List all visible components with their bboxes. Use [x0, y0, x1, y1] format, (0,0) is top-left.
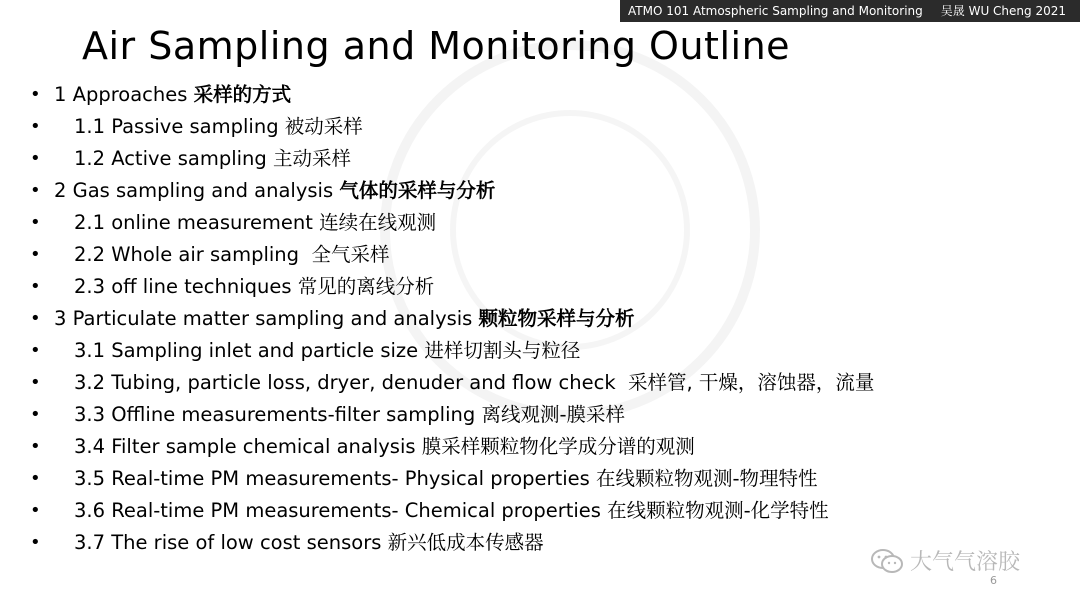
outline-item-chinese: 颗粒物采样与分析: [478, 307, 635, 330]
outline-item-text: [74, 207, 436, 239]
bullet-icon: •: [30, 308, 41, 329]
bullet-icon: •: [30, 468, 41, 489]
outline-item: [30, 239, 1060, 271]
outline-item-text: [54, 303, 635, 335]
outline-item-chinese: 采样的方式: [193, 83, 292, 106]
bullet-icon: •: [30, 372, 41, 393]
outline-item-text: [54, 175, 495, 207]
header-bar: [620, 0, 1080, 22]
header-author: 吴晟 WU Cheng 2021: [940, 4, 1066, 18]
wechat-brand-name: 大气气溶胶: [910, 550, 1021, 575]
outline-item-text: [74, 463, 818, 495]
outline-item: [30, 271, 1060, 303]
outline-item-english: 2.2 Whole air sampling: [74, 243, 312, 266]
outline-item-chinese: 气体的采样与分析: [339, 179, 496, 202]
outline-item-text: [74, 367, 874, 399]
outline-item-english: 2 Gas sampling and analysis: [54, 179, 340, 202]
outline-item-text: [74, 495, 829, 527]
outline-item: [30, 111, 1060, 143]
outline-item-text: [54, 79, 291, 111]
wechat-icon: [870, 548, 904, 574]
outline-item: [30, 431, 1060, 463]
bullet-icon: •: [30, 276, 41, 297]
outline-item: [30, 207, 1060, 239]
outline-item-english: 3.1 Sampling inlet and particle size: [74, 339, 425, 362]
header-course-title: ATMO 101 Atmospheric Sampling and Monitoring: [628, 4, 923, 18]
outline-item-english: 3.2 Tubing, particle loss, dryer, denuder and flow check: [74, 371, 629, 394]
outline-item-chinese: 在线颗粒物观测-化学特性: [607, 499, 829, 522]
bullet-icon: •: [30, 148, 41, 169]
outline-item-english: 3.3 Offline measurements-filter sampling: [74, 403, 482, 426]
bullet-icon: •: [30, 436, 41, 457]
outline-item-chinese: 连续在线观测: [319, 211, 437, 234]
bullet-icon: •: [30, 212, 41, 233]
outline-item-english: 3 Particulate matter sampling and analysis: [54, 307, 479, 330]
outline-item-chinese: 在线颗粒物观测-物理特性: [596, 467, 818, 490]
outline-item-english: 1.2 Active sampling: [74, 147, 273, 170]
outline-item: [30, 79, 1060, 111]
outline-item-text: [74, 111, 363, 143]
outline-item-english: 1.1 Passive sampling: [74, 115, 285, 138]
outline-item: [30, 303, 1060, 335]
outline-item: [30, 367, 1060, 399]
outline-item-text: [74, 431, 695, 463]
wechat-watermark: [870, 545, 1020, 576]
outline-item-english: 3.7 The rise of low cost sensors: [74, 531, 388, 554]
outline-item: [30, 399, 1060, 431]
outline-item-chinese: 膜采样颗粒物化学成分谱的观测: [421, 435, 695, 458]
outline-item-text: [74, 143, 351, 175]
outline-item: [30, 335, 1060, 367]
outline-item-text: [74, 271, 434, 303]
outline-item-english: 3.4 Filter sample chemical analysis: [74, 435, 422, 458]
outline-item-english: 2.1 online measurement: [74, 211, 320, 234]
bullet-icon: •: [30, 404, 41, 425]
outline-list: [30, 79, 1060, 559]
outline-item-english: 1 Approaches: [54, 83, 194, 106]
outline-item: [30, 143, 1060, 175]
outline-item-chinese: 新兴低成本传感器: [387, 531, 544, 554]
bullet-icon: •: [30, 532, 41, 553]
bullet-icon: •: [30, 340, 41, 361]
outline-item-chinese: 主动采样: [272, 147, 351, 170]
bullet-icon: •: [30, 244, 41, 265]
outline-item-english: 3.6 Real-time PM measurements- Chemical properties: [74, 499, 608, 522]
outline-item-chinese: 离线观测-膜采样: [481, 403, 625, 426]
outline-item-text: [74, 335, 580, 367]
page-number: 6: [990, 574, 997, 587]
outline-item: [30, 175, 1060, 207]
bullet-icon: •: [30, 500, 41, 521]
outline-item-english: 3.5 Real-time PM measurements- Physical properties: [74, 467, 596, 490]
bullet-icon: •: [30, 116, 41, 137]
outline-item-text: [74, 399, 625, 431]
outline-item: [30, 463, 1060, 495]
outline-item: [30, 495, 1060, 527]
outline-item-chinese: 进样切割头与粒径: [424, 339, 581, 362]
outline-item-chinese: 被动采样: [284, 115, 363, 138]
outline-item-chinese: 采样管, 干燥，溶蚀器，流量: [628, 371, 875, 394]
bullet-icon: •: [30, 84, 41, 105]
slide-title: Air Sampling and Monitoring Outline: [82, 24, 791, 68]
outline-item-english: 2.3 off line techniques: [74, 275, 298, 298]
outline-item-text: [74, 527, 544, 559]
outline-item-chinese: 全气采样: [311, 243, 390, 266]
bullet-icon: •: [30, 180, 41, 201]
outline-item-text: [74, 239, 389, 271]
outline-item-chinese: 常见的离线分析: [297, 275, 435, 298]
